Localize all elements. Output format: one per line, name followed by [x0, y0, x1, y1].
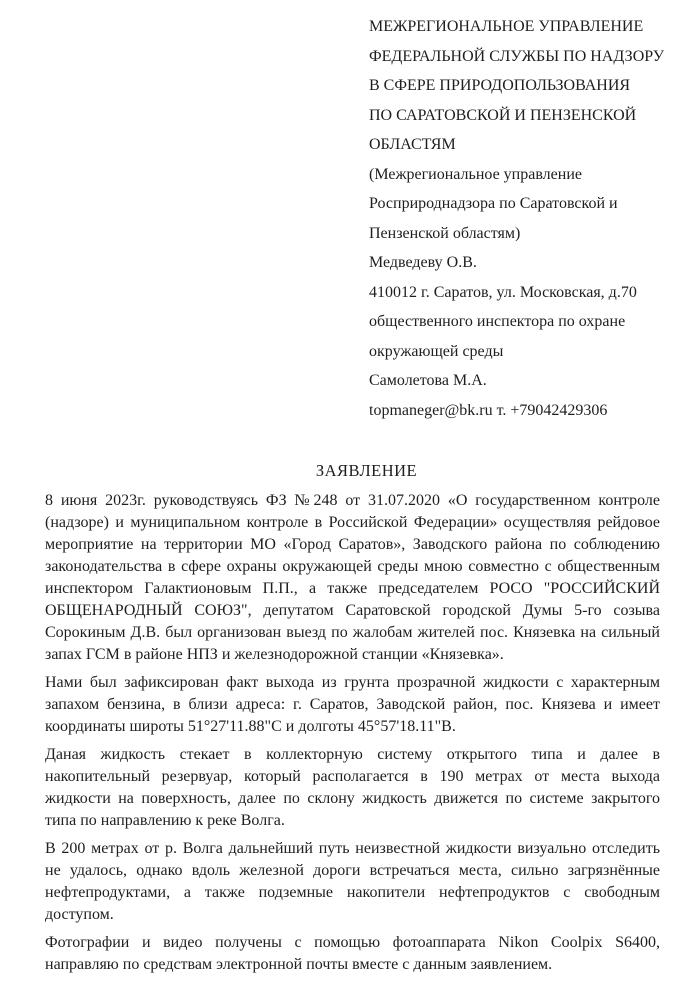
body-paragraph-3: Даная жидкость стекает в коллекторную систему открытого типа и далее в накопительный резервуар, который располагается в 190 метрах от места выхода жидкости на поверхность, далее по склону жидкость движется по системе закрытого типа по направлению к реке Волга. — [45, 746, 660, 829]
recipient-line-agency-name-2: ФЕДЕРАЛЬНОЙ СЛУЖБЫ ПО НАДЗОРУ — [369, 47, 665, 65]
body-paragraph-5: Фотографии и видео получены с помощью фотоаппарата Nikon Coolpix S6400, направляю по средствам электронной почты вместе с данным заявлением. — [45, 934, 660, 973]
body-paragraph-4: В 200 метрах от р. Волга дальнейший путь неизвестной жидкости визуально отследить не удалось, однако вдоль железной дороги встречаться места, сильно загрязнённые нефтепродуктами, а также подземные накопители нефтепродуктов с свободным доступом. — [45, 840, 660, 923]
sender-line-role-2: окружающей среды — [369, 342, 504, 360]
recipient-line-agency-name-5: ОБЛАСТЯМ — [369, 136, 456, 153]
recipient-address-block — [369, 12, 694, 425]
document-body — [45, 490, 660, 982]
body-paragraph-2: Нами был зафиксирован факт выхода из грунта прозрачной жидкости с характерным запахом бензина, в близи адреса: г. Саратов, Заводской район, пос. Князева и имеет координаты широты 51°27'11.88"С и долготы 45°57'18.11"В. — [45, 674, 660, 735]
sender-line-role-1: общественного инспектора по охране — [369, 313, 626, 330]
document-title: ЗАЯВЛЕНИЕ — [315, 461, 418, 480]
recipient-line-agency-name-3: В СФЕРЕ ПРИРОДОПОЛЬЗОВАНИЯ — [369, 77, 631, 94]
sender-line-name: Самолетова М.А. — [369, 372, 487, 389]
sender-line-contact: topmaneger@bk.ru т. +79042429306 — [369, 401, 608, 419]
body-paragraph-1: 8 июня 2023г. руководствуясь ФЗ №248 от 31.07.2020 «О государственном контроле (надзоре) и муниципальном контроле в Российской Федерации» осуществляя рейдовое мероприятие на территории МО «Город Саратов», Заводского района по соблюдению законодательства в сфере охраны окружающей среды мною совместно с общественным инспектором Галактионовым П.П., а также председателем РОСО "РОССИЙСКИЙ ОБЩЕНАРОДНЫЙ СОЮЗ", депутатом Саратовской городской Думы 5-го созыва Сорокиным Д.В. был организован выезд по жалобам жителей пос. Князевка на сильный запах ГСМ в районе НПЗ и железнодорожной станции «Князевка». — [45, 492, 660, 663]
recipient-line-addressee-name: Медведеву О.В. — [369, 254, 477, 271]
recipient-line-agency-short-2: Росприроднадзора по Саратовской и — [369, 195, 618, 212]
recipient-line-agency-short-3: Пензенской областям) — [369, 224, 521, 242]
recipient-line-agency-name-1: МЕЖРЕГИОНАЛЬНОЕ УПРАВЛЕНИЕ — [369, 18, 644, 35]
recipient-line-address: 410012 г. Саратов, ул. Московская, д.70 — [369, 283, 637, 301]
recipient-line-agency-short-1: (Межрегиональное управление — [369, 165, 582, 183]
recipient-line-agency-name-4: ПО САРАТОВСКОЙ И ПЕНЗЕНСКОЙ — [369, 106, 637, 124]
